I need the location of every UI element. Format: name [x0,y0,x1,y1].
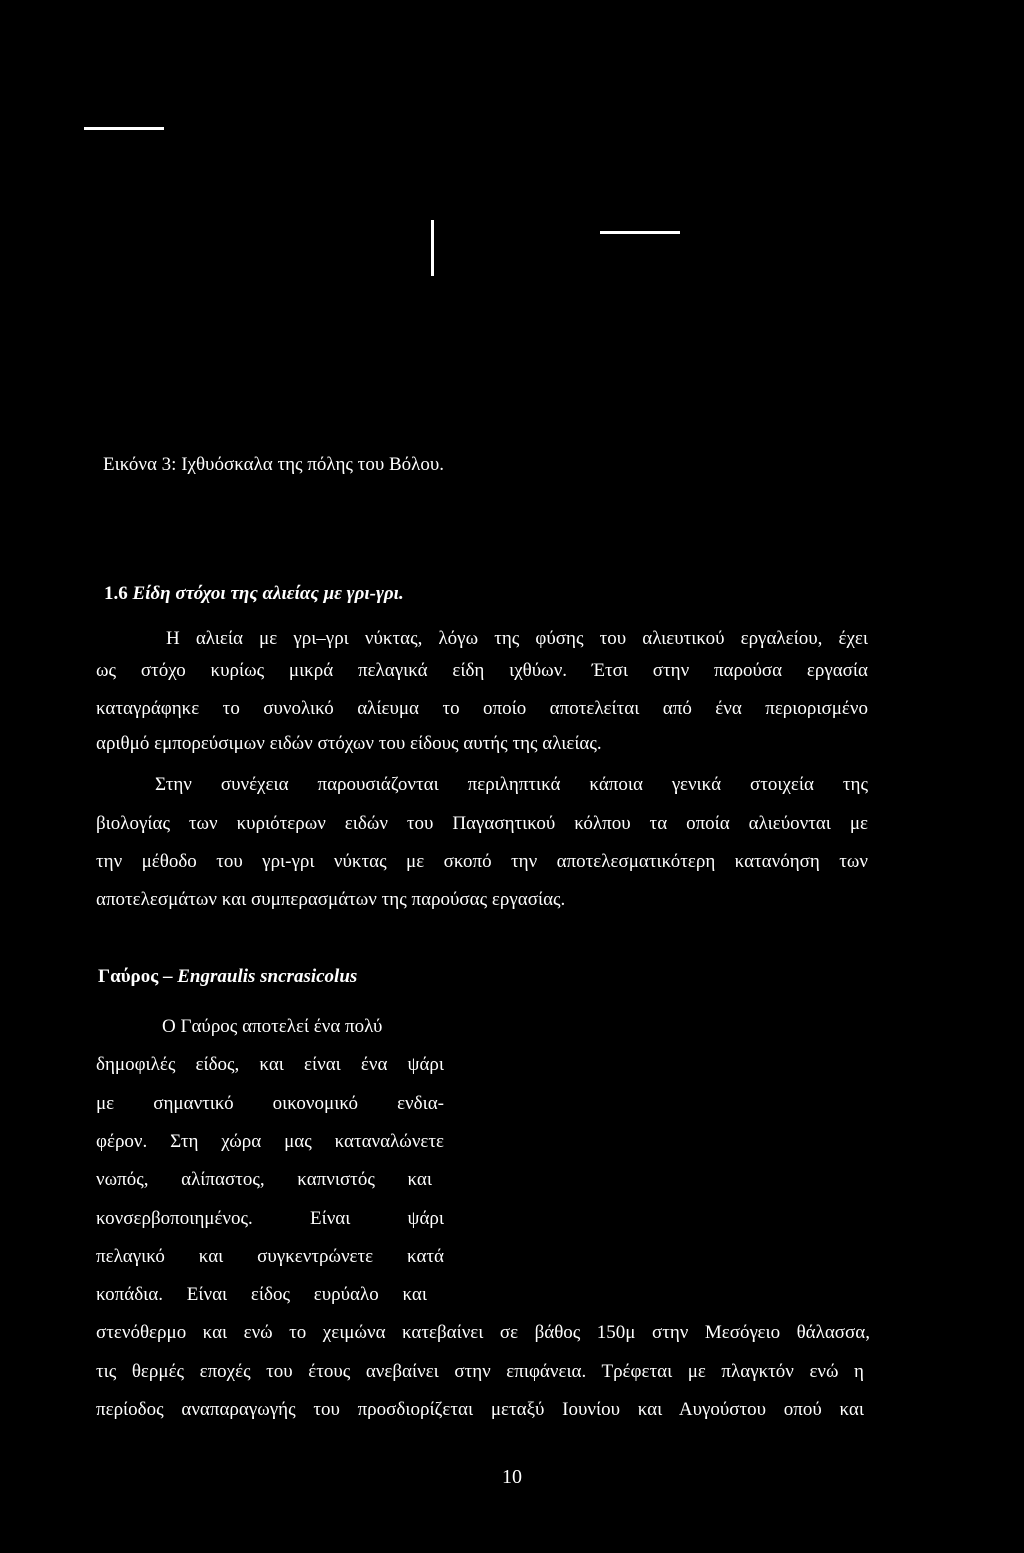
figure-caption: Εικόνα 3: Ιχθυόσκαλα της πόλης του Βόλου. [103,454,445,475]
species-heading [98,966,357,988]
species-line: κοπάδια. Είναι είδος ευρύαλο και [96,1284,427,1305]
paragraph-line: την μέθοδο του γρι-γρι νύκτας με σκοπό την αποτελεσματικότερη κατανόηση των [96,851,868,872]
species-scientific-name: Engraulis sncrasicolus [177,966,358,987]
species-line: με σημαντικό οικονομικό ενδια- [96,1093,444,1114]
paragraph-line: ως στόχο κυρίως μικρά πελαγικά είδη ιχθύων. Έτσι στην παρούσα εργασία [96,660,868,681]
species-separator: – [158,966,178,987]
species-line: κονσερβοποιημένος. Είναι ψάρι [96,1208,444,1229]
section-number: 1.6 [104,583,128,604]
species-line: τις θερμές εποχές του έτους ανεβαίνει στην επιφάνεια. Τρέφεται με πλαγκτόν ενώ η [96,1361,864,1382]
paragraph-line: Στην συνέχεια παρουσιάζονται περιληπτικά κάποια γενικά στοιχεία της [155,774,868,795]
species-line: Ο Γαύρος αποτελεί ένα πολύ [162,1016,383,1037]
photo-edge-mark-top-left [84,127,164,130]
species-line: νωπός, αλίπαστος, καπνιστός και [96,1169,432,1190]
section-heading [104,583,404,605]
species-line: στενόθερμο και ενώ το χειμώνα κατεβαίνει σε βάθος 150μ στην Μεσόγειο θάλασσα, [96,1322,870,1343]
paragraph-line: καταγράφηκε το συνολικό αλίευμα το οποίο αποτελείται από ένα περιορισμένο [96,698,868,719]
paragraph-line: αριθμό εμπορεύσιμων ειδών στόχων του είδους αυτής της αλιείας. [96,733,602,754]
species-line: πελαγικό και συγκεντρώνετε κατά [96,1246,444,1267]
photo-edge-mark-top-right [600,231,680,234]
paragraph-line: βιολογίας των κυριότερων ειδών του Παγασητικού κόλπου τα οποία αλιεύονται με [96,813,868,834]
species-line: φέρον. Στη χώρα μας καταναλώνετε [96,1131,444,1152]
page-number: 10 [502,1466,522,1488]
species-line: δημοφιλές είδος, και είναι ένα ψάρι [96,1054,444,1075]
paragraph-line: Η αλιεία με γρι–γρι νύκτας, λόγω της φύσης του αλιευτικού εργαλείου, έχει [166,628,868,649]
photo-edge-mark-vertical [431,220,434,276]
paragraph-line: αποτελεσμάτων και συμπερασμάτων της παρούσας εργασίας. [96,889,566,910]
species-common-name: Γαύρος [98,966,159,987]
section-title: Είδη στόχοι της αλιείας με γρι-γρι. [132,583,404,604]
species-line: περίοδος αναπαραγωγής του προσδιορίζεται μεταξύ Ιουνίου και Αυγούστου οπού και [96,1399,864,1420]
